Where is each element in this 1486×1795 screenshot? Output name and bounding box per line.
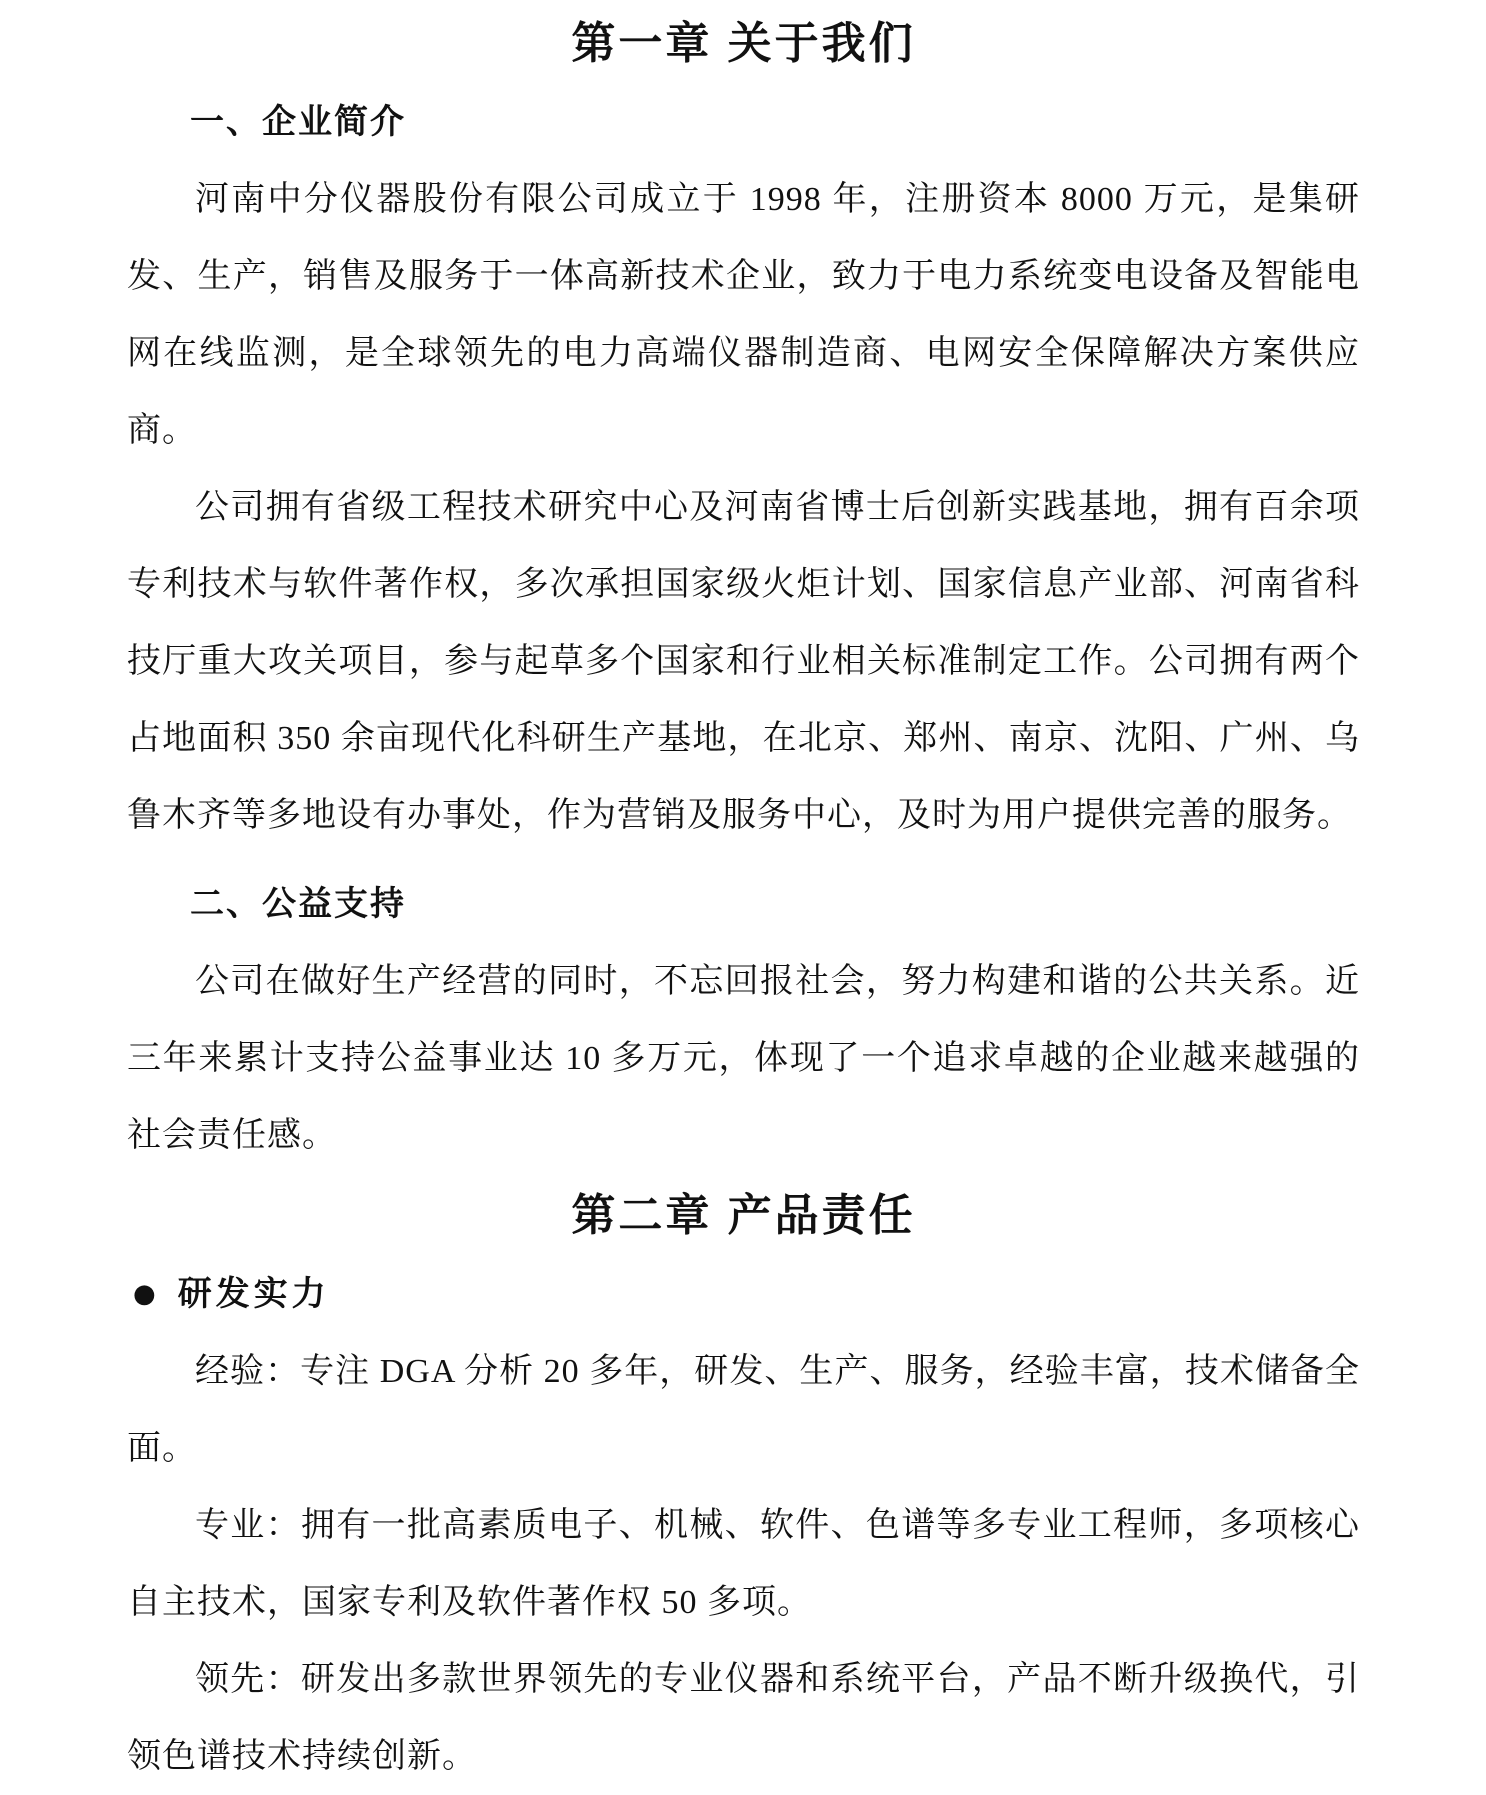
- company-intro-paragraph-2: 公司拥有省级工程技术研究中心及河南省博士后创新实践基地，拥有百余项专利技术与软件著作权，多次承担国家级火炬计划、国家信息产业部、河南省科技厅重大攻关项目，参与起草多个国家和行业相关标准制定工作。公司拥有两个占地面积 350 余亩现代化科研生产基地，在北京、郑州、南京、沈阳、广州、乌鲁木齐等多地设有办事处，作为营销及服务中心，及时为用户提供完善的服务。: [127, 489, 1360, 834]
- chapter-1-title: 第一章 关于我们: [571, 19, 916, 68]
- professional-paragraph: 专业：拥有一批高素质电子、机械、软件、色谱等多专业工程师，多项核心自主技术，国家专利及软件著作权 50 多项。: [127, 1507, 1360, 1621]
- section-2-heading: 二、公益支持: [190, 885, 406, 923]
- leading-paragraph: 领先：研发出多款世界领先的专业仪器和系统平台，产品不断升级换代，引领色谱技术持续创新。: [127, 1661, 1360, 1775]
- document-page: [0, 12, 1486, 1775]
- public-welfare-paragraph: 公司在做好生产经营的同时，不忘回报社会，努力构建和谐的公共关系。近三年来累计支持公益事业达 10 多万元，体现了一个追求卓越的企业越来越强的社会责任感。: [127, 963, 1360, 1154]
- section-1-heading: 一、企业简介: [190, 103, 406, 141]
- rd-strength-bullet-item: [127, 1256, 1360, 1333]
- rd-strength-label: 研发实力: [177, 1275, 330, 1313]
- company-intro-paragraph-1: 河南中分仪器股份有限公司成立于 1998 年，注册资本 8000 万元，是集研发、生产，销售及服务于一体高新技术企业，致力于电力系统变电设备及智能电网在线监测，是全球领先的电力高端仪器制造商、电网安全保障解决方案供应商。: [127, 181, 1360, 449]
- experience-paragraph: 经验：专注 DGA 分析 20 多年，研发、生产、服务，经验丰富，技术储备全面。: [127, 1353, 1360, 1467]
- bullet-circle-icon: ●: [133, 1279, 156, 1309]
- chapter-2-title: 第二章 产品责任: [571, 1191, 916, 1240]
